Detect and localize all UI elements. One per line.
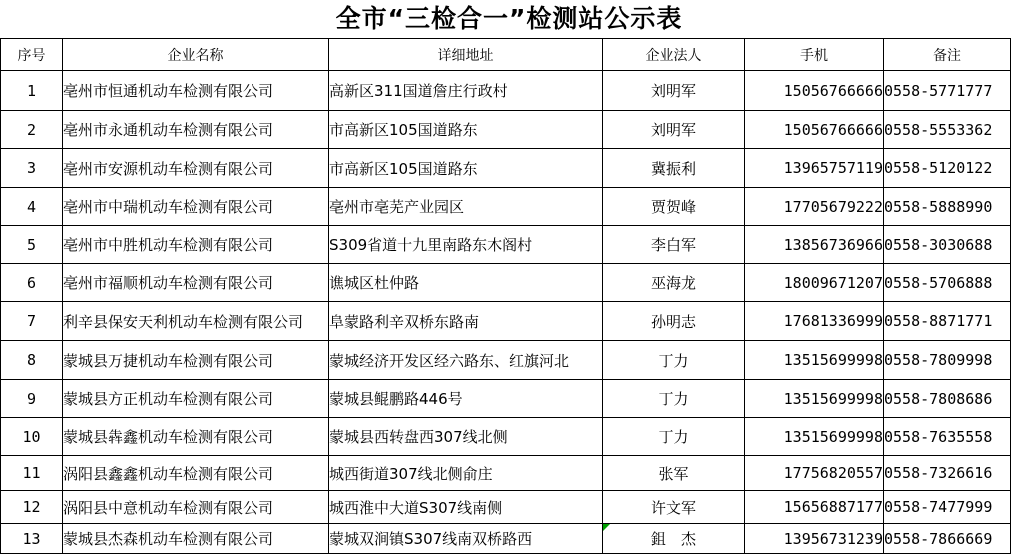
table-header-row: [1, 39, 1011, 71]
cell-company-name: 亳州市中胜机动车检测有限公司: [63, 226, 329, 264]
legal-person-text: 鉏 杰: [650, 530, 696, 548]
page-title: 全市“三检合一”检测站公示表: [335, 4, 683, 33]
cell-remark: 0558-7326616: [884, 456, 1011, 491]
cell-mobile: 13515699998: [745, 380, 884, 418]
header-address: 详细地址: [329, 39, 603, 71]
cell-remark: 0558-8871771: [884, 302, 1011, 341]
cell-company-name: 亳州市安源机动车检测有限公司: [63, 149, 329, 188]
cell-serial: 12: [1, 491, 63, 524]
cell-serial: 7: [1, 302, 63, 341]
cell-company-name: 蒙城县犇鑫机动车检测有限公司: [63, 418, 329, 456]
cell-mobile: 17756820557: [745, 456, 884, 491]
legal-person-text: 巫海龙: [650, 274, 696, 292]
table-row: [1, 418, 1011, 456]
cell-serial: 13: [1, 524, 63, 554]
cell-serial: 5: [1, 226, 63, 264]
cell-legal-person: [603, 111, 745, 149]
cell-legal-person: [603, 226, 745, 264]
table-row: [1, 341, 1011, 380]
header-mobile: 手机: [745, 39, 884, 71]
cell-company-name: 蒙城县杰森机动车检测有限公司: [63, 524, 329, 554]
cell-serial: 4: [1, 188, 63, 226]
cell-address: 高新区311国道詹庄行政村: [329, 71, 603, 111]
cell-remark: 0558-5706888: [884, 264, 1011, 302]
cell-remark: 0558-7808686: [884, 380, 1011, 418]
cell-remark: 0558-7635558: [884, 418, 1011, 456]
cell-legal-person: [603, 491, 745, 524]
cell-serial: 3: [1, 149, 63, 188]
green-triangle-icon: [603, 524, 610, 531]
cell-remark: 0558-5120122: [884, 149, 1011, 188]
cell-legal-person: [603, 149, 745, 188]
cell-mobile: 13956731239: [745, 524, 884, 554]
legal-person-text: 丁力: [658, 351, 689, 370]
table-row: [1, 456, 1011, 491]
header-legal-person: 企业法人: [603, 39, 745, 71]
cell-company-name: 蒙城县万捷机动车检测有限公司: [63, 341, 329, 380]
header-company: 企业名称: [63, 39, 329, 71]
cell-mobile: 13856736966: [745, 226, 884, 264]
cell-mobile: 15056766666: [745, 71, 884, 111]
legal-person-text: 李白军: [650, 236, 696, 254]
legal-person-text: 冀振利: [650, 159, 696, 178]
cell-mobile: 17705679222: [745, 188, 884, 226]
cell-company-name: 涡阳县中意机动车检测有限公司: [63, 491, 329, 524]
cell-address: 蒙城县鲲鹏路446号: [329, 380, 603, 418]
cell-company-name: 亳州市恒通机动车检测有限公司: [63, 71, 329, 111]
cell-company-name: 亳州市中瑞机动车检测有限公司: [63, 188, 329, 226]
cell-company-name: 亳州市永通机动车检测有限公司: [63, 111, 329, 149]
cell-legal-person: [603, 302, 745, 341]
cell-address: 亳州市亳芜产业园区: [329, 188, 603, 226]
cell-legal-person: [603, 418, 745, 456]
cell-serial: 2: [1, 111, 63, 149]
table-row: [1, 524, 1011, 554]
cell-address: 阜蒙路利辛双桥东路南: [329, 302, 603, 341]
cell-serial: 8: [1, 341, 63, 380]
table-body: [1, 71, 1011, 554]
cell-address: 城西淮中大道S307线南侧: [329, 491, 603, 524]
cell-legal-person: [603, 188, 745, 226]
cell-address: 市高新区105国道路东: [329, 149, 603, 188]
cell-legal-person: [603, 341, 745, 380]
table-row: [1, 111, 1011, 149]
table-row: [1, 149, 1011, 188]
table-row: [1, 380, 1011, 418]
cell-address: 蒙城县西转盘西307线北侧: [329, 418, 603, 456]
cell-mobile: 13515699998: [745, 418, 884, 456]
table-row: [1, 71, 1011, 111]
cell-mobile: 17681336999: [745, 302, 884, 341]
cell-remark: 0558-7809998: [884, 341, 1011, 380]
legal-person-text: 贾贺峰: [650, 198, 696, 216]
cell-serial: 10: [1, 418, 63, 456]
legal-person-text: 丁力: [658, 390, 689, 408]
cell-remark: 0558-5553362: [884, 111, 1011, 149]
inspection-station-table: [0, 38, 1011, 554]
legal-person-text: 张军: [658, 464, 689, 483]
cell-address: 城西街道307线北侧俞庄: [329, 456, 603, 491]
cell-mobile: 15656887177: [745, 491, 884, 524]
cell-remark: 0558-7866669: [884, 524, 1011, 554]
cell-address: 谯城区杜仲路: [329, 264, 603, 302]
legal-person-text: 许文军: [650, 498, 696, 517]
cell-address: 蒙城经济开发区经六路东、红旗河北: [329, 341, 603, 380]
cell-legal-person: [603, 524, 745, 554]
cell-remark: 0558-5888990: [884, 188, 1011, 226]
cell-mobile: 13515699998: [745, 341, 884, 380]
cell-legal-person: [603, 71, 745, 111]
table-row: [1, 226, 1011, 264]
cell-serial: 1: [1, 71, 63, 111]
cell-remark: 0558-7477999: [884, 491, 1011, 524]
legal-person-text: 丁力: [658, 428, 689, 446]
cell-remark: 0558-5771777: [884, 71, 1011, 111]
legal-person-text: 孙明志: [650, 312, 696, 331]
cell-serial: 9: [1, 380, 63, 418]
cell-mobile: 18009671207: [745, 264, 884, 302]
header-remark: 备注: [884, 39, 1011, 71]
table-row: [1, 491, 1011, 524]
cell-address: 市高新区105国道路东: [329, 111, 603, 149]
cell-serial: 11: [1, 456, 63, 491]
table-row: [1, 264, 1011, 302]
cell-company-name: 利辛县保安天利机动车检测有限公司: [63, 302, 329, 341]
cell-remark: 0558-3030688: [884, 226, 1011, 264]
table-row: [1, 188, 1011, 226]
legal-person-text: 刘明军: [650, 82, 696, 100]
cell-mobile: 13965757119: [745, 149, 884, 188]
cell-mobile: 15056766666: [745, 111, 884, 149]
cell-company-name: 涡阳县鑫鑫机动车检测有限公司: [63, 456, 329, 491]
cell-address: 蒙城双涧镇S307线南双桥路西: [329, 524, 603, 554]
cell-legal-person: [603, 456, 745, 491]
cell-legal-person: [603, 380, 745, 418]
cell-address: S309省道十九里南路东木阁村: [329, 226, 603, 264]
cell-legal-person: [603, 264, 745, 302]
header-serial: 序号: [1, 39, 63, 71]
table-row: [1, 302, 1011, 341]
cell-serial: 6: [1, 264, 63, 302]
cell-company-name: 蒙城县方正机动车检测有限公司: [63, 380, 329, 418]
cell-company-name: 亳州市福顺机动车检测有限公司: [63, 264, 329, 302]
legal-person-text: 刘明军: [650, 121, 696, 139]
